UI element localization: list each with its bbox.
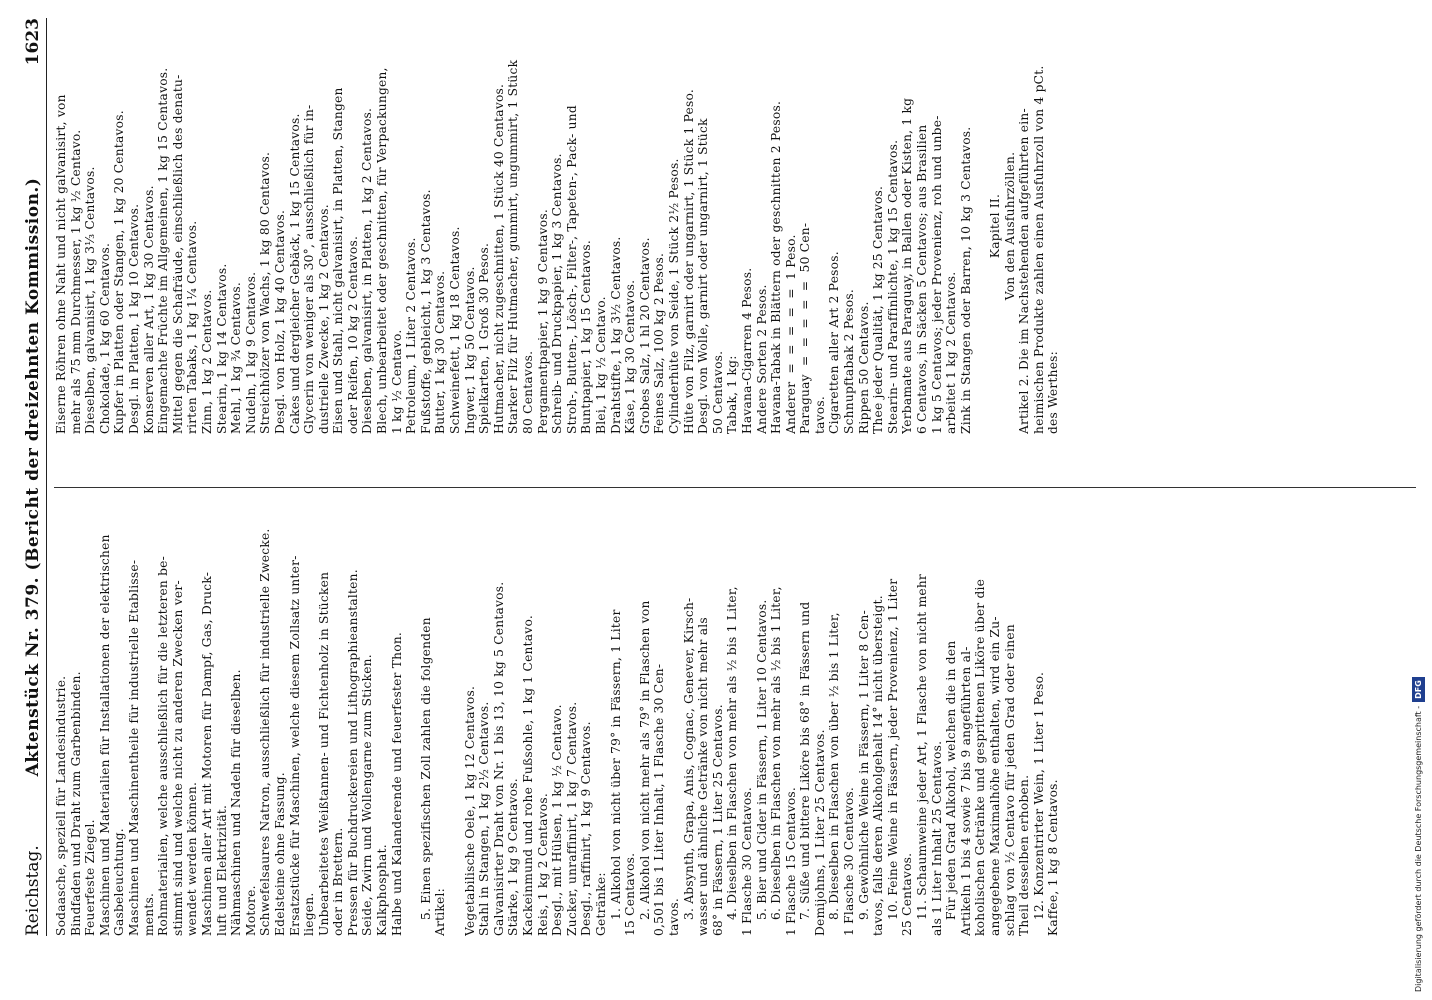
text-line: Zucker, unraffinirt, 1 kg 7 Centavos. bbox=[564, 701, 579, 936]
text-line: mehr als 75 mm Durchmesser, 1 kg ½ Centavo. bbox=[68, 129, 83, 434]
text-line bbox=[404, 520, 419, 936]
text-line: 1. Alkohol von nicht über 79° in Fässern, 1 Liter bbox=[608, 609, 623, 920]
text-line: Yerbamate aus Paraguay, in Ballen oder Kisten, 1 kg bbox=[900, 97, 915, 434]
text-line: Artikeln 1 bis 4 sowie 7 bis 9 angeführten al- bbox=[958, 646, 973, 936]
text-line: 1 Flasche 30 Centavos. bbox=[842, 786, 857, 936]
text-line bbox=[448, 520, 463, 936]
text-line: tavos, falls deren Alkoholgehalt 14° nicht übersteigt. bbox=[871, 595, 886, 936]
text-line: Seide, Zwirn und Wollengarne zum Sticken. bbox=[360, 654, 375, 936]
text-line: wendet werden können. bbox=[185, 781, 200, 936]
text-line: Ingwer, 1 kg 50 Centavos. bbox=[462, 266, 477, 434]
text-line: 5. Bier und Cider in Fässern, 1 Liter 10 Centavos. bbox=[754, 599, 769, 920]
text-line: Havana-Tabak in Blättern oder geschnitten 2 Pesos. bbox=[769, 100, 784, 434]
text-line: Maschinen und Maschinentheile für industrielle Etablisse- bbox=[126, 559, 141, 936]
text-line: Tabak, 1 kg: bbox=[725, 355, 740, 434]
text-line: 1 kg 5 Centavos; jeder Provenienz, roh und unbe- bbox=[929, 115, 944, 434]
text-line: Streichhölzer von Wachs, 1 kg 80 Centavos. bbox=[258, 151, 273, 434]
text-line: Thee jeder Qualität, 1 kg 25 Centavos. bbox=[871, 185, 886, 434]
text-line: Schweinefett, 1 kg 18 Centavos. bbox=[448, 226, 463, 434]
text-line: wasser und ähnliche Getränke von nicht mehr als bbox=[696, 617, 711, 936]
dfg-note: Digitalisierung gefördert durch die Deutsche Forschungsgemeinschaft - bbox=[1414, 705, 1423, 992]
text-line: Desgl., mit Hülsen, 1 kg ½ Centavo. bbox=[550, 704, 565, 936]
text-line: 1 Flasche 15 Centavos. bbox=[783, 786, 798, 936]
text-line: Hüte von Filz, garnirt oder ungarnirt, 1 Stück 1 Peso. bbox=[681, 89, 696, 434]
text-line: Kupfer in Platten oder Stangen, 1 kg 20 Centavos. bbox=[112, 110, 127, 434]
text-line: Demijohns, 1 Liter 25 Centavos. bbox=[812, 729, 827, 936]
text-line: Konserven aller Art, 1 kg 30 Centavos. bbox=[141, 185, 156, 434]
text-line: Pressen für Buchdruckereien und Lithographieanstalten. bbox=[345, 569, 360, 936]
text-line: Von den Ausfuhrzöllen. bbox=[1002, 151, 1017, 301]
text-line: Glycerin von weniger als 30°, ausschließlich für in- bbox=[302, 104, 317, 434]
text-line: Spielkarten, 1 Groß 30 Pesos. bbox=[477, 242, 492, 434]
text-line: Nähmaschinen und Nadeln für dieselben. bbox=[229, 669, 244, 936]
text-line: Getränke: bbox=[593, 872, 608, 936]
text-line: rirten Tabaks, 1 kg 1¼ Centavos. bbox=[185, 220, 200, 434]
text-line: Chokolade, 1 kg 60 Centavos. bbox=[97, 242, 112, 434]
text-line: angegebene Maximalhöhe enthalten, wird ein Zu- bbox=[988, 616, 1002, 936]
text-line: Stearin, 1 kg 14 Centavos. bbox=[214, 263, 229, 434]
text-line: Maschinen und Materialien für Installationen der elektrischen bbox=[97, 534, 112, 936]
text-line: Rohmaterialien, welche ausschließlich für die letzteren be- bbox=[156, 555, 171, 936]
text-line: Zink in Stangen oder Barren, 10 kg 3 Centavos. bbox=[958, 126, 973, 434]
text-line: Kaffee, 1 kg 8 Centavos. bbox=[1046, 779, 1061, 936]
text-line: Vegetabilische Oele, 1 kg 12 Centavos. bbox=[462, 685, 477, 936]
text-line: Feuerfeste Ziegel. bbox=[83, 819, 98, 936]
text-line: Eiserne Röhren ohne Naht und nicht galvanisirt, von bbox=[54, 94, 68, 434]
text-line: ments. bbox=[141, 892, 156, 936]
text-line: Mehl, 1 kg ¾ Centavos. bbox=[229, 282, 244, 434]
text-line: Ersatzstücke für Maschinen, welche diesem Zollsatz unter- bbox=[287, 555, 302, 936]
text-line: tavos. bbox=[812, 395, 827, 434]
dfg-logo: DFG bbox=[1412, 677, 1425, 702]
text-line: tavos. bbox=[666, 897, 681, 936]
text-line: Galvanisirter Draht von Nr. 1 bis 13, 10 kg 5 Centavos. bbox=[491, 581, 506, 936]
text-line: Desgl. von Holz, 1 kg 40 Centavos. bbox=[272, 209, 287, 434]
text-line: Desgl. in Platten, 1 kg 10 Centavos. bbox=[126, 203, 141, 434]
text-line: 2. Alkohol von nicht mehr als 79° in Flaschen von bbox=[637, 600, 652, 920]
text-line: Dieselben, galvanisirt, 1 kg 3⅓ Centavos. bbox=[83, 166, 98, 434]
text-line: Artikel: bbox=[433, 887, 448, 936]
text-line: 6 Centavos, in Säcken 5 Centavos; aus Brasilien bbox=[915, 124, 930, 434]
text-line: 10. Feine Weine in Fässern, jeder Provenienz, 1 Liter bbox=[885, 578, 900, 920]
text-line: Eisen und Stahl, nicht galvanisirt, in Platten, Stangen bbox=[331, 87, 346, 434]
text-line: Stroh-, Butten-, Lösch-, Filter-, Tapeten-, Pack- und bbox=[564, 105, 579, 434]
text-line: 5. Einen spezifischen Zoll zahlen die folgenden bbox=[418, 617, 433, 920]
text-line: stimmt sind und welche nicht zu anderen Zwecken ver- bbox=[170, 580, 185, 936]
text-line: 68° in Fässern, 1 Liter 25 Centavos. bbox=[710, 704, 725, 936]
text-line: Stärke, 1 kg 9 Centavos. bbox=[506, 778, 521, 936]
text-line: Paraguay = = = = = 50 Cen- bbox=[798, 222, 813, 434]
text-line: dustrielle Zwecke, 1 kg 2 Centavos. bbox=[316, 204, 331, 434]
header-left: Reichstag. bbox=[23, 845, 43, 936]
text-line: Grobes Salz, 1 hl 20 Centavos. bbox=[637, 237, 652, 434]
text-line: Zinn, 1 kg 2 Centavos. bbox=[199, 289, 214, 434]
text-line: 1 Flasche 30 Centavos. bbox=[739, 786, 754, 936]
text-line: Desgl., raffinirt, 1 kg 9 Centavos. bbox=[579, 721, 594, 936]
text-line: als 1 Liter Inhalt 25 Centavos. bbox=[929, 740, 944, 936]
text-line: Cakes und dergleicher Gebäck, 1 kg 15 Centavos. bbox=[287, 113, 302, 434]
text-line: Unbearbeitetes Weißtannen- und Fichtenholz in Stücken bbox=[316, 571, 331, 936]
text-line: Für jeden Grad Alkohol, welchen die in den bbox=[944, 640, 959, 920]
text-line: Fußstoffe, gebleicht, 1 kg 3 Centavos. bbox=[418, 189, 433, 434]
text-line: oder in Brettern. bbox=[331, 827, 346, 936]
text-line: Mittel gegen die Schafräude, einschließlich des denatu- bbox=[170, 74, 185, 434]
text-line: Blei, 1 kg ½ Centavo. bbox=[593, 296, 608, 434]
text-line: Hutmacher, nicht zugeschnitten, 1 Stück 40 Centavos. bbox=[491, 83, 506, 434]
text-line: koholischen Getränke und gesprittenen Liköre über die bbox=[973, 578, 988, 936]
text-line: Kapitel II. bbox=[988, 193, 1002, 259]
text-line: 3. Absynth, Grapa, Anis, Cognac, Genever, Kirsch- bbox=[681, 597, 696, 920]
text-line: Butter, 1 kg 30 Centavos. bbox=[433, 270, 448, 434]
text-line: Bindfaden und Draht zum Garbenbinden. bbox=[68, 671, 83, 936]
text-line: 1 kg ½ Centavo. bbox=[389, 329, 404, 434]
text-line: Stahl in Stangen, 1 kg 2½ Centavos. bbox=[477, 701, 492, 936]
text-line: Nudeln, 1 kg 9 Centavos. bbox=[243, 271, 258, 434]
header-title: Aktenstück Nr. 379. (Bericht der dreizehnten Kommission.) bbox=[23, 177, 43, 777]
text-line: Desgl. von Wolle, garnirt oder ungarnirt, 1 Stück bbox=[696, 118, 711, 434]
text-line: Havana-Cigarren 4 Pesos. bbox=[739, 267, 754, 434]
text-line: Artikel 2. Die im Nachstehenden aufgeführten ein- bbox=[1017, 108, 1032, 434]
text-line: 0,501 bis 1 Liter Inhalt, 1 Flasche 30 Cen- bbox=[652, 663, 667, 936]
text-line: Käse, 1 kg 30 Centavos. bbox=[623, 279, 638, 434]
text-line: Andere Sorten 2 Pesos. bbox=[754, 284, 769, 434]
text-line: Kalkphosphat. bbox=[375, 844, 390, 936]
text-line: Starker Filz für Hutmacher, gummirt, ungummirt, 1 Stück bbox=[506, 59, 521, 434]
text-line: Cigaretten aller Art 2 Pesos. bbox=[827, 251, 842, 434]
text-line: Feines Salz, 100 kg 2 Pesos. bbox=[652, 252, 667, 434]
text-line: Petroleum, 1 Liter 2 Centavos. bbox=[404, 237, 419, 434]
text-line: arbeitet 1 kg 2 Centavos. bbox=[944, 271, 959, 434]
text-line: Dieselben, galvanisirt, in Platten, 1 kg 2 Centavos. bbox=[360, 107, 375, 434]
text-line: Anderer = = = = = 1 Peso. bbox=[783, 234, 798, 434]
text-line: Kackeinmund und rohe Fußsohle, 1 kg 1 Centavo. bbox=[521, 615, 535, 936]
text-columns bbox=[54, 18, 1416, 936]
text-line: 25 Centavos. bbox=[900, 852, 915, 936]
text-line: 12. Konzentrirter Wein, 1 Liter 1 Peso. bbox=[1031, 671, 1046, 920]
text-line: Eingemachte Früchte im Allgemeinen, 1 kg 15 Centavos. bbox=[156, 67, 171, 434]
text-line: Motore. bbox=[243, 885, 258, 936]
text-line: Edelsteine ohne Fassung. bbox=[272, 772, 287, 936]
text-line: 6. Dieselben in Flaschen von mehr als ½ bis 1 Liter, bbox=[769, 586, 784, 920]
text-line: Schwefelsaures Natron, ausschließlich für industrielle Zwecke. bbox=[258, 528, 273, 936]
text-line: Blech, unbearbeitet oder geschnitten, für Verpackungen, bbox=[375, 67, 390, 434]
text-line: liegen. bbox=[302, 892, 317, 936]
text-line: schlag von ½ Centavo für jeden Grad oder einen bbox=[1002, 624, 1017, 936]
text-line: 11. Schaumweine jeder Art, 1 Flasche von nicht mehr bbox=[915, 573, 930, 920]
text-line: 7. Süße und bittere Liköre bis 68° in Fässern und bbox=[798, 601, 813, 920]
dfg-sidebar bbox=[1408, 8, 1428, 992]
text-line: Halbe und Kalanderende und feuerfester Thon. bbox=[389, 631, 404, 936]
column-divider bbox=[54, 487, 1416, 488]
text-line bbox=[973, 18, 988, 434]
text-line: Drahtstifte, 1 kg 3½ Centavos. bbox=[608, 236, 623, 434]
running-header bbox=[20, 18, 47, 936]
text-line: Sodaasche, speziell für Landesindustrie. bbox=[54, 675, 68, 936]
text-line: Gasbeleuchtung. bbox=[112, 828, 127, 936]
text-line: des Werthes: bbox=[1046, 350, 1061, 434]
text-line: 50 Centavos. bbox=[710, 350, 725, 434]
text-line: Schnupftabak 2 Pesos. bbox=[842, 289, 857, 434]
page-number: 1623 bbox=[23, 18, 43, 66]
right-column bbox=[54, 18, 1416, 434]
text-line: Reis, 1 kg 2 Centavos. bbox=[535, 792, 550, 936]
text-line: Buntpapier, 1 kg 15 Centavos. bbox=[579, 240, 594, 434]
text-line: Rippen 50 Centavos. bbox=[856, 301, 871, 434]
text-line: Schreib- und Druckpapier, 1 kg 3 Centavos. bbox=[550, 153, 565, 434]
text-line: Pergamentpapier, 1 kg 9 Centavos. bbox=[535, 209, 550, 434]
text-line: Maschinen aller Art mit Motoren für Dampf, Gas, Druck- bbox=[199, 571, 214, 936]
text-line: Cylinderhüte von Seide, 1 Stück 2½ Pesos. bbox=[666, 158, 681, 434]
text-line: 9. Gewöhnliche Weine in Fässern, 1 Liter 8 Cen- bbox=[856, 609, 871, 920]
text-line: luft und Elektrizität. bbox=[214, 804, 229, 936]
text-line: 15 Centavos. bbox=[623, 852, 638, 936]
left-column bbox=[54, 520, 1416, 936]
text-line: 8. Dieselben in Flaschen von über ½ bis 1 Liter, bbox=[827, 612, 842, 920]
text-line: Theil desselben erhoben. bbox=[1017, 774, 1032, 936]
text-line: oder Reifen, 10 kg 2 Centavos. bbox=[345, 235, 360, 434]
text-line: 4. Dieselben in Flaschen von mehr als ½ bis 1 Liter, bbox=[725, 586, 740, 920]
text-line: Stearin- und Paraffinlichte, 1 kg 15 Centavos. bbox=[885, 139, 900, 434]
text-line: heimischen Produkte zahlen einen Ausfuhrzoll von 4 pCt. bbox=[1031, 65, 1046, 434]
text-line: 80 Centavos. bbox=[521, 350, 535, 434]
